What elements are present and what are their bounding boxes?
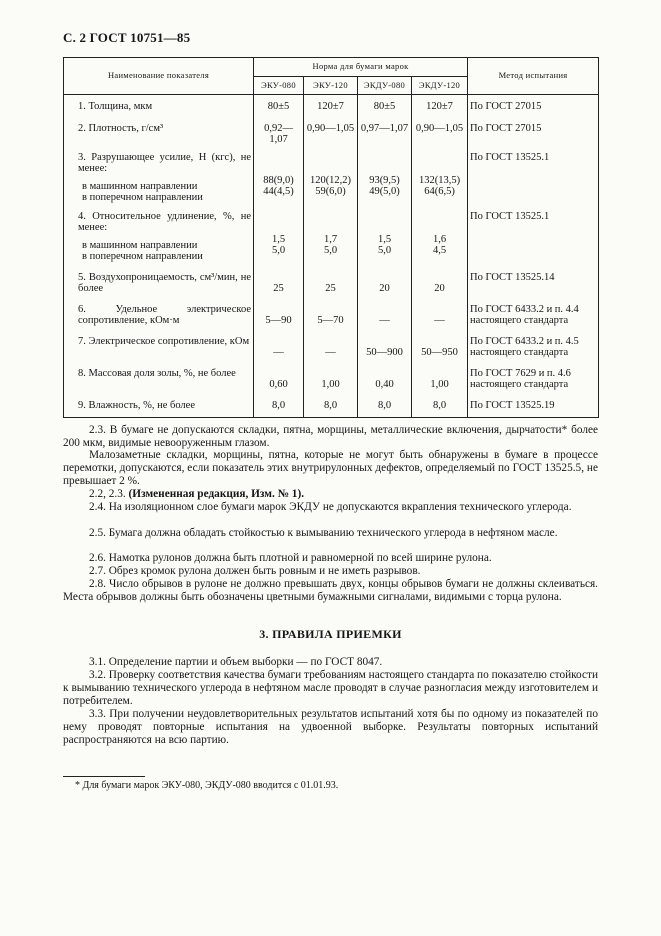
cell-value: 0,97—1,07: [358, 117, 412, 146]
row-name: 4. Относительное удлинение, %, не менее:: [78, 210, 251, 233]
cell-value: 0,90—1,05: [304, 117, 358, 146]
cell-value: 1,5: [271, 233, 286, 245]
row-name: 3. Разрушающее усилие, Н (кгс), не менее:: [78, 151, 251, 174]
cell-value: 8,0: [358, 394, 412, 418]
subrow-name: в машинном направлении: [82, 239, 198, 251]
properties-table: [63, 57, 599, 418]
row-name: 7. Электрическое сопротивление, кОм: [78, 335, 250, 347]
cell-value: 20: [358, 266, 412, 298]
cell-value: 1,00: [412, 362, 468, 394]
cell-method: По ГОСТ 13525.1: [468, 146, 599, 205]
cell-value: 8,0: [254, 394, 304, 418]
page-header: С. 2 ГОСТ 10751—85: [63, 30, 191, 45]
cell-value: 0,60: [254, 362, 304, 394]
cell-value: 120(12,2): [309, 174, 352, 186]
amendment-note: 2.2, 2.3. (Измененная редакция, Изм. № 1).: [89, 488, 305, 500]
row-name: 6. Удельное электрическое сопротивление, кОм·м: [78, 303, 251, 326]
cell-value: 1,00: [304, 362, 358, 394]
cell-value: 50—950: [412, 330, 468, 362]
cell-method: По ГОСТ 13525.19: [468, 394, 599, 418]
grade-header: ЭКДУ-120: [412, 77, 468, 95]
cell-value: 120±7: [412, 95, 468, 117]
paragraph-2-8: 2.8. Число обрывов в рулоне не должно превышать двух, концы обрывов бумаги не должны склеиваться. Места обрывов должны быть обозначены цветными бумажными сигналами, видимыми с торца рулона.: [63, 578, 598, 603]
cell-method: По ГОСТ 6433.2 и п. 4.4 настоящего стандарта: [468, 298, 599, 330]
paragraph-2-4: 2.4. На изоляционном слое бумаги марок ЭКДУ не допускаются вкрапления технического углерода.: [89, 501, 572, 513]
paragraph-2-3b: Малозаметные складки, морщины, пятна, которые не могут быть обнаружены в бумаге в процессе перемотки, допускаются, если показатель этих внутрирулонных дефектов, определяемый по ГОСТ 13525.5, не превышает 2 %.: [63, 449, 598, 487]
cell-method: По ГОСТ 7629 и п. 4.6 настоящего стандарта: [468, 362, 599, 394]
cell-method: По ГОСТ 13525.14: [468, 266, 599, 298]
cell-value: 1,6: [432, 233, 447, 245]
paragraph-3-1: 3.1. Определение партии и объем выборки — по ГОСТ 8047.: [89, 656, 383, 668]
table-row: [64, 146, 599, 205]
cell-value: 132(13,5): [418, 174, 461, 186]
row-name: 5. Воздухопроницаемость, см³/мин, не более: [78, 271, 251, 294]
cell-value: 5,0: [377, 245, 392, 256]
table-row: [64, 266, 599, 298]
cell-value: 4,5: [432, 245, 447, 256]
cell-value: 59(6,0): [315, 186, 346, 197]
grade-header: ЭКУ-080: [254, 77, 304, 95]
table-row: [64, 117, 599, 146]
cell-value: 0,92—1,07: [254, 117, 304, 146]
cell-value: 64(6,5): [424, 186, 455, 197]
footnote: * Для бумаги марок ЭКУ-080, ЭКДУ-080 вводится с 01.01.93.: [75, 780, 339, 791]
cell-value: 5—70: [304, 298, 358, 330]
cell-method: По ГОСТ 27015: [468, 117, 599, 146]
row-name: 2. Плотность, г/см³: [78, 122, 164, 134]
cell-value: 5,0: [271, 245, 286, 256]
paragraph-3-2: 3.2. Проверку соответствия качества бумаги требованиям настоящего стандарта по показателю стойкости к вымыванию технического углерода в нефтяном масле проводят в случае разногласия между изготовителем и потребителем.: [63, 669, 598, 707]
row-name: 1. Толщина, мкм: [78, 101, 153, 112]
col-header-method: Метод испытания: [468, 58, 599, 95]
section-title: 3. ПРАВИЛА ПРИЕМКИ: [259, 627, 402, 641]
col-header-norm: Норма для бумаги марок: [254, 58, 468, 77]
cell-value: 88(9,0): [263, 174, 294, 186]
paragraph-2-3: 2.3. В бумаге не допускаются складки, пятна, морщины, металлические включения, дырчатости* более 200 мкм, видимые невооруженным глазом.: [63, 424, 598, 449]
cell-value: 8,0: [412, 394, 468, 418]
cell-method: По ГОСТ 27015: [468, 95, 599, 117]
table-row: [64, 362, 599, 394]
cell-value: 93(9,5): [369, 174, 400, 186]
table-row: [64, 95, 599, 117]
cell-value: 8,0: [304, 394, 358, 418]
subrow-name: в поперечном направлении: [82, 192, 203, 203]
cell-method: По ГОСТ 13525.1: [468, 205, 599, 266]
table-row: [64, 394, 599, 418]
table-row: [64, 205, 599, 266]
col-header-name: Наименование показателя: [64, 58, 254, 95]
cell-value: —: [358, 298, 412, 330]
cell-value: 120±7: [304, 95, 358, 117]
cell-value: 80±5: [358, 95, 412, 117]
cell-value: 1,7: [323, 233, 338, 245]
paragraph-2-5: 2.5. Бумага должна обладать стойкостью к вымыванию технического углерода в нефтяном масле.: [89, 527, 558, 539]
cell-value: —: [254, 330, 304, 362]
table-row: [64, 330, 599, 362]
cell-value: 25: [254, 266, 304, 298]
paragraph-3-3: 3.3. При получении неудовлетворительных результатов испытаний хотя бы по одному из показателей по нему проводят повторные испытания на удвоенной выборке. Результаты повторных испытаний распространяются на всю партию.: [63, 708, 598, 746]
grade-header: ЭКДУ-080: [358, 77, 412, 95]
footnote-divider: [63, 776, 145, 777]
cell-value: 49(5,0): [369, 186, 400, 197]
grade-header: ЭКУ-120: [304, 77, 358, 95]
cell-value: 5,0: [323, 245, 338, 256]
cell-value: 50—900: [358, 330, 412, 362]
row-name: 9. Влажность, %, не более: [78, 399, 195, 411]
cell-value: 44(4,5): [263, 186, 294, 197]
cell-value: 5—90: [254, 298, 304, 330]
table-row: [64, 298, 599, 330]
row-name: 8. Массовая доля золы, %, не более: [78, 367, 236, 379]
cell-value: —: [304, 330, 358, 362]
paragraph-2-7: 2.7. Обрез кромок рулона должен быть ровным и не иметь разрывов.: [89, 565, 421, 577]
cell-value: 20: [412, 266, 468, 298]
cell-value: 1,5: [377, 233, 392, 245]
cell-value: 0,90—1,05: [412, 117, 468, 146]
cell-value: 25: [304, 266, 358, 298]
cell-method: По ГОСТ 6433.2 и п. 4.5 настоящего стандарта: [468, 330, 599, 362]
cell-value: 80±5: [254, 95, 304, 117]
subrow-name: в машинном направлении: [82, 180, 198, 192]
cell-value: —: [412, 298, 468, 330]
paragraph-2-6: 2.6. Намотка рулонов должна быть плотной и равномерной по всей ширине рулона.: [89, 552, 492, 564]
subrow-name: в поперечном направлении: [82, 251, 203, 262]
cell-value: 0,40: [358, 362, 412, 394]
